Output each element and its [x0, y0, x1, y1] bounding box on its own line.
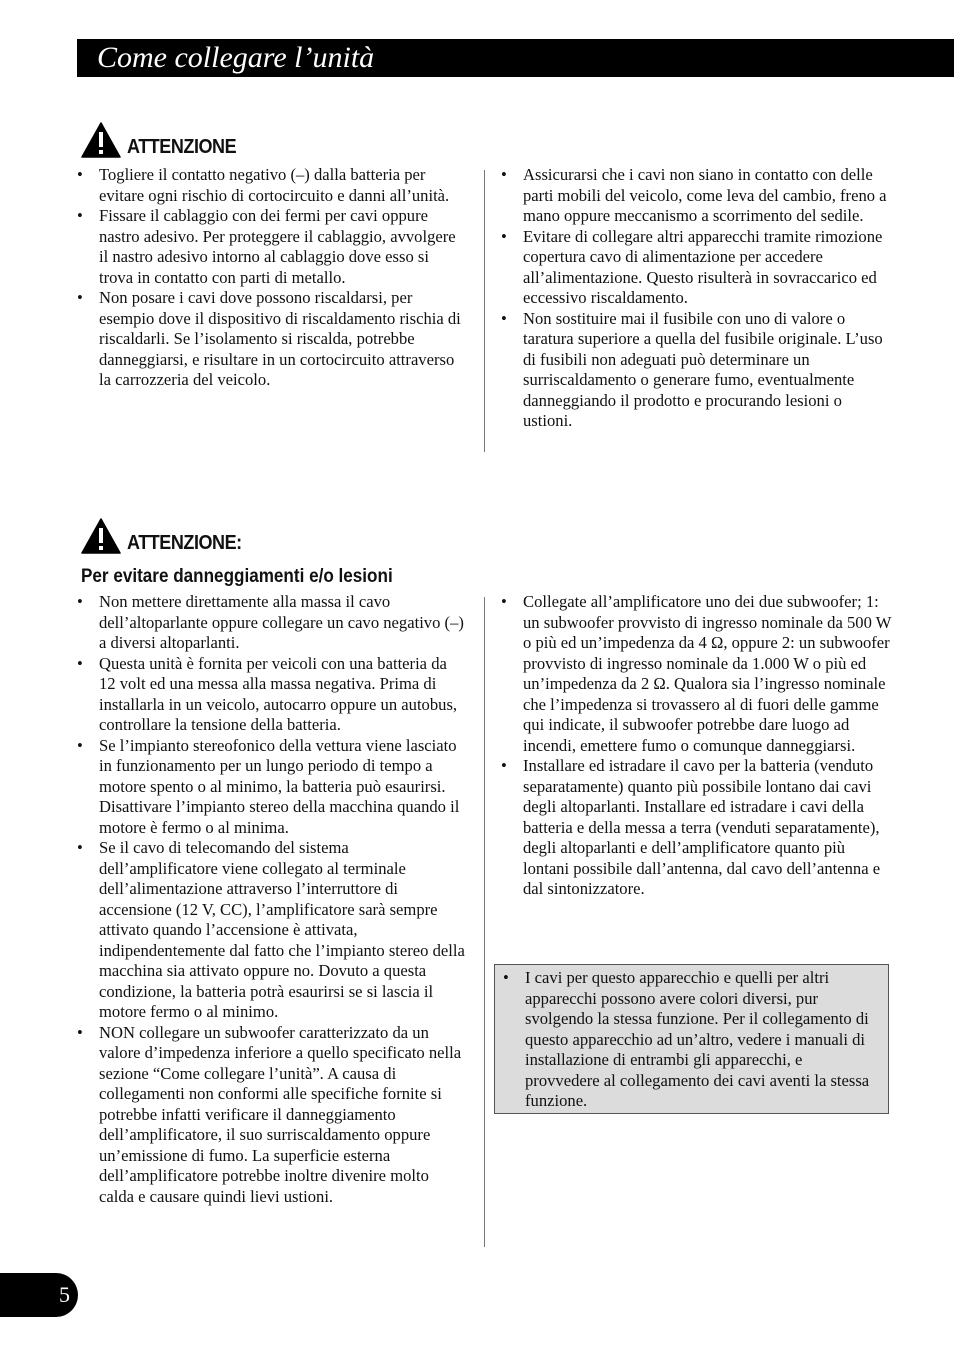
list-item: • Se l’impianto stereofonico della vettura viene lasciato in funzionamento per un lungo periodo di tempo a motore spento o al minimo, la batteria può esaurirsi. Disattivare l’impianto stereo della macchina quando il motore è fermo o al minima.	[77, 736, 467, 839]
page-number: 5	[59, 1282, 70, 1307]
warning-triangle-icon	[81, 122, 121, 158]
list-item: • Togliere il contatto negativo (–) dalla batteria per evitare ogni rischio di cortocircuito e danni all’unità.	[77, 165, 467, 206]
note-list	[495, 965, 888, 1112]
warning-list-right	[501, 165, 893, 432]
caution-list-left	[77, 592, 467, 1207]
column-divider	[484, 170, 485, 452]
list-item: • Collegate all’amplificatore uno dei due subwoofer; 1: un subwoofer provvisto di ingresso nominale da 500 W o più ed un’impedenza da 4 Ω, oppure 2: un subwoofer provvisto di ingresso nominale da 1.000 W o più ed un’impedenza da 2 Ω. Qualora sia l’ingresso nominale che l’impedenza si trovassero al di fuori delle gamme qui indicate, il subwoofer potrebbe dare luogo ad incendi, emettere fumo o comunque danneggiarsi.	[501, 592, 893, 756]
list-item: • Se il cavo di telecomando del sistema dell’amplificatore viene collegato al terminale dell’alimentazione attraverso l’interruttore di accensione (12 V, CC), l’amplificatore sarà sempre attivato quando l’accensione è attivata, indipendentemente dal fatto che l’impianto stereo della macchina sia attivato oppure no. Dovuto a questa condizione, la batteria potrà esaurirsi se si lascia il motore fermo o al minimo.	[77, 838, 467, 1023]
warning-triangle-icon	[81, 518, 121, 554]
warning-heading-2	[81, 518, 254, 554]
note-text: • I cavi per questo apparecchio e quelli per altri apparecchi possono avere colori diversi, pur svolgendo la stessa funzione. Per il collegamento di questo apparecchio ad un’altro, vedere i manuali di installazione di entrambi gli apparecchi, e provvedere al collegamento dei cavi aventi la stessa funzione.	[503, 968, 880, 1112]
page-title: Come collegare l’unità	[97, 41, 375, 74]
caution-list-right	[501, 592, 893, 900]
warning-title: ATTENZIONE	[127, 136, 237, 158]
warning-title: ATTENZIONE:	[127, 532, 242, 554]
column-divider	[484, 597, 485, 1247]
warning-subtitle: Per evitare danneggiamenti e/o lesioni	[81, 566, 393, 587]
warning-list-left	[77, 165, 467, 391]
header-bar	[77, 39, 954, 77]
list-item: • Non posare i cavi dove possono riscaldarsi, per esempio dove il dispositivo di riscaldamento rischia di riscaldarli. Se l’isolamento si riscalda, potrebbe danneggiarsi, e risultare in un cortocircuito attraverso la carrozzeria del veicolo.	[77, 288, 467, 391]
list-item: • Evitare di collegare altri apparecchi tramite rimozione copertura cavo di alimentazione per accedere all’alimentazione. Questo risulterà in sovraccarico ed eccessivo riscaldamento.	[501, 227, 893, 309]
list-item: • Assicurarsi che i cavi non siano in contatto con delle parti mobili del veicolo, come leva del cambio, freno a mano oppure meccanismo a scorrimento del sedile.	[501, 165, 893, 227]
list-item: • Non mettere direttamente alla massa il cavo dell’altoparlante oppure collegare un cavo negativo (–) a diversi altoparlanti.	[77, 592, 467, 654]
page-number-tab	[0, 1273, 78, 1317]
warning-heading-1	[81, 122, 248, 158]
note-box	[494, 964, 889, 1114]
list-item: • Non sostituire mai il fusibile con uno di valore o taratura superiore a quella del fusibile originale. L’uso di fusibili non adeguati può determinare un surriscaldamento o generare fumo, eventualmente danneggiando il prodotto e procurando lesioni o ustioni.	[501, 309, 893, 432]
list-item: • Installare ed istradare il cavo per la batteria (venduto separatamente) quanto più possibile lontano dai cavi degli altoparlanti. Installare ed istradare i cavi della batteria e della messa a terra (venduti separatamente), degli altoparlanti e dell’amplificatore quanto più lontani possibile dall’antenna, dal cavo dell’antenna e dal sintonizzatore.	[501, 756, 893, 900]
list-item: • Fissare il cablaggio con dei fermi per cavi oppure nastro adesivo. Per proteggere il cablaggio, avvolgere il nastro adesivo intorno al cablaggio dove esso si trova in contatto con parti di metallo.	[77, 206, 467, 288]
list-item: • NON collegare un subwoofer caratterizzato da un valore d’impedenza inferiore a quello specificato nella sezione “Come collegare l’unità”. A causa di collegamenti non conformi alle specifiche fornite si potrebbe infatti verificare il danneggiamento dell’amplificatore, il suo surriscaldamento oppure un’emissione di fumo. La superficie esterna dell’amplificatore potrebbe inoltre divenire molto calda e causare quindi lievi ustioni.	[77, 1023, 467, 1208]
list-item: • Questa unità è fornita per veicoli con una batteria da 12 volt ed una messa alla massa negativa. Prima di installarla in un veicolo, autocarro oppure un autobus, controllare la tensione della batteria.	[77, 654, 467, 736]
